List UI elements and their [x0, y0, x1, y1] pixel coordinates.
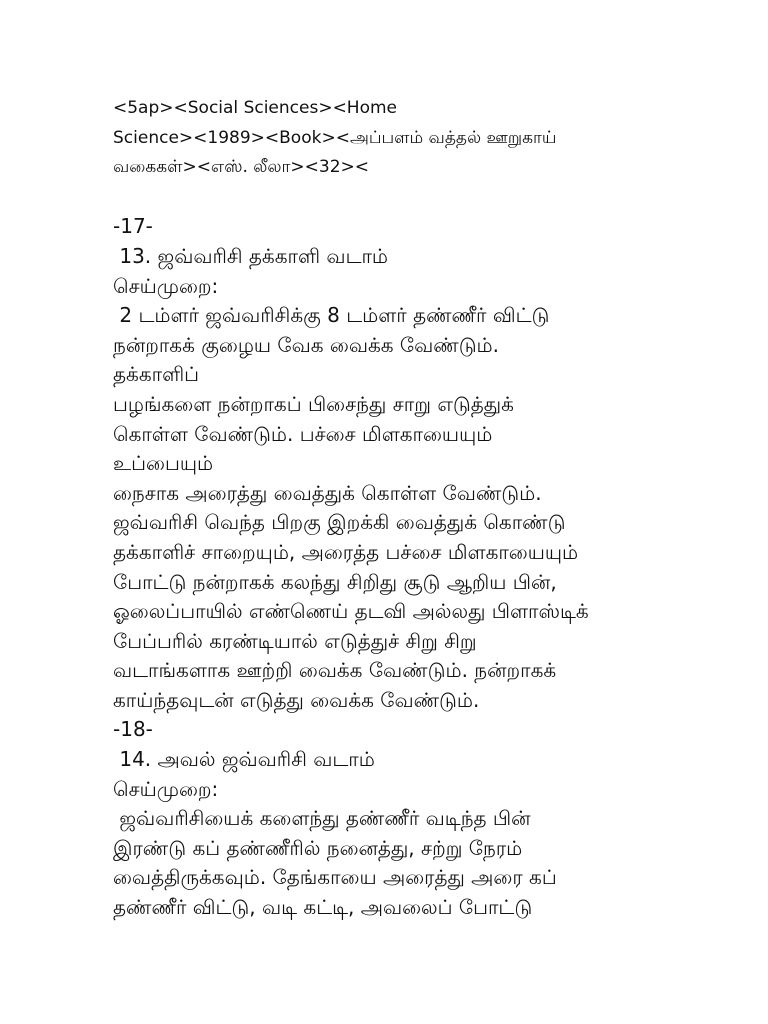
recipe-13-text-line: நைசாக அரைத்து வைத்துக் கொள்ள வேண்டும்.: [113, 480, 542, 505]
recipe-13-text-line: 2 டம்ளர் ஜவ்வரிசிக்கு 8 டம்ளர் தண்ணீர் விட்டு: [113, 303, 550, 328]
recipe-13-text-line: நன்றாகக் குழைய வேக வைக்க வேண்டும்.: [113, 332, 500, 357]
recipe-14-text-line: தண்ணீர் விட்டு, வடி கட்டி, அவலைப் போட்டு: [113, 895, 533, 920]
recipe-13-text-line: ஓலைப்பாயில் எண்ணெய் தடவி அல்லது பிளாஸ்டிக்: [113, 599, 589, 624]
recipe-14-title: 14. அவல் ஜவ்வரிசி வடாம்: [113, 747, 375, 772]
blank-line: [113, 183, 733, 213]
method-heading-14: செய்முறை:: [113, 776, 219, 801]
recipe-14-text-line: ஜவ்வரிசியைக் களைந்து தண்ணீர் வடிந்த பின்: [113, 806, 531, 831]
recipe-14-text-line: வைத்திருக்கவும். தேங்காயை அரைத்து அரை கப்: [113, 865, 557, 890]
method-heading-13: செய்முறை:: [113, 273, 219, 298]
page-number-17: -17-: [113, 214, 153, 239]
metadata-line-3: வகைகள்><எஸ். லீலா><32><: [113, 157, 369, 178]
metadata-line-2: Science><1989><Book><அப்பளம் வத்தல் ஊறுகாய்: [113, 127, 557, 148]
recipe-13-text-line: ஜவ்வரிசி வெந்த பிறகு இறக்கி வைத்துக் கொண்டு: [113, 510, 566, 535]
recipe-13-text-line: தக்காளிச் சாறையும், அரைத்த பச்சை மிளகாயையும்: [113, 539, 579, 564]
metadata-line-1: <5ap><Social Sciences><Home: [113, 98, 398, 118]
page-number-18: -18-: [113, 717, 153, 742]
recipe-13-text-line: காய்ந்தவுடன் எடுத்து வைக்க வேண்டும்.: [113, 687, 480, 712]
recipe-13-text-line: போட்டு நன்றாகக் கலந்து சிறிது சூடு ஆறிய பின்,: [113, 569, 557, 594]
recipe-14-text-line: இரண்டு கப் தண்ணீரில் நனைத்து, சற்று நேரம்: [113, 835, 523, 860]
recipe-13-text-line: வடாங்களாக ஊற்றி வைக்க வேண்டும். நன்றாகக்: [113, 658, 557, 683]
recipe-13-text-line: பேப்பரில் கரண்டியால் எடுத்துச் சிறு சிறு: [113, 628, 477, 653]
recipe-13-text-line: பழங்களை நன்றாகப் பிசைந்து சாறு எடுத்துக்: [113, 391, 514, 416]
recipe-13-text-line: தக்காளிப்: [113, 362, 200, 387]
document-page: [113, 94, 733, 923]
recipe-13-title: 13. ஜவ்வரிசி தக்காளி வடாம்: [113, 243, 389, 268]
recipe-13-text-line: உப்பையும்: [113, 451, 214, 476]
recipe-13-text-line: கொள்ள வேண்டும். பச்சை மிளகாயையும்: [113, 421, 493, 446]
